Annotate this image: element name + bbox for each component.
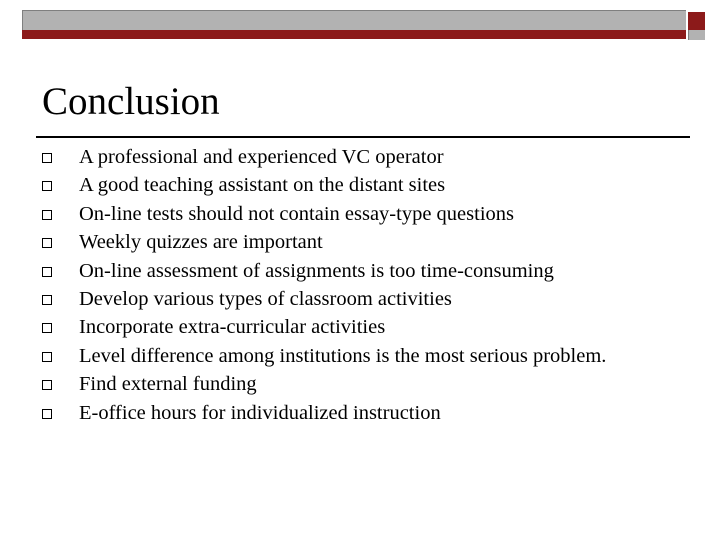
- list-item: [42, 260, 682, 283]
- bullet-text: Find external funding: [79, 373, 257, 396]
- square-outline-bullet-icon: [42, 380, 52, 390]
- square-outline-bullet-icon: [42, 267, 52, 277]
- list-item: [42, 231, 682, 254]
- list-item: [42, 288, 682, 311]
- square-outline-bullet-icon: [42, 295, 52, 305]
- list-item: [42, 345, 682, 368]
- bullet-text: Level difference among institutions is the most serious problem.: [79, 344, 607, 367]
- square-outline-bullet-icon: [42, 181, 52, 191]
- square-outline-bullet-icon: [42, 352, 52, 362]
- list-item: [42, 146, 682, 169]
- bullet-text: Weekly quizzes are important: [79, 231, 323, 254]
- bullet-text: A professional and experienced VC operator: [79, 146, 444, 168]
- bullet-text: Incorporate extra-curricular activities: [79, 316, 386, 339]
- square-outline-bullet-icon: [42, 409, 52, 419]
- bullet-text: On-line tests should not contain essay-type questions: [79, 202, 514, 225]
- corner-accent-square: [688, 12, 705, 30]
- header-accent-stripe: [22, 30, 686, 39]
- bullet-text: E-office hours for individualized instruction: [79, 401, 441, 424]
- list-item: [42, 402, 682, 425]
- square-outline-bullet-icon: [42, 153, 52, 163]
- bullet-list: [42, 146, 682, 430]
- bullet-text: A good teaching assistant on the distant sites: [79, 174, 446, 197]
- title-divider: [36, 136, 690, 138]
- bullet-text: On-line assessment of assignments is too time-consuming: [79, 259, 554, 282]
- bullet-text: Develop various types of classroom activities: [79, 287, 452, 310]
- square-outline-bullet-icon: [42, 210, 52, 220]
- slide-title: Conclusion: [42, 80, 220, 123]
- list-item: [42, 203, 682, 226]
- list-item: [42, 316, 682, 339]
- corner-band-square: [688, 30, 705, 40]
- list-item: [42, 174, 682, 197]
- list-item: [42, 373, 682, 396]
- square-outline-bullet-icon: [42, 238, 52, 248]
- square-outline-bullet-icon: [42, 323, 52, 333]
